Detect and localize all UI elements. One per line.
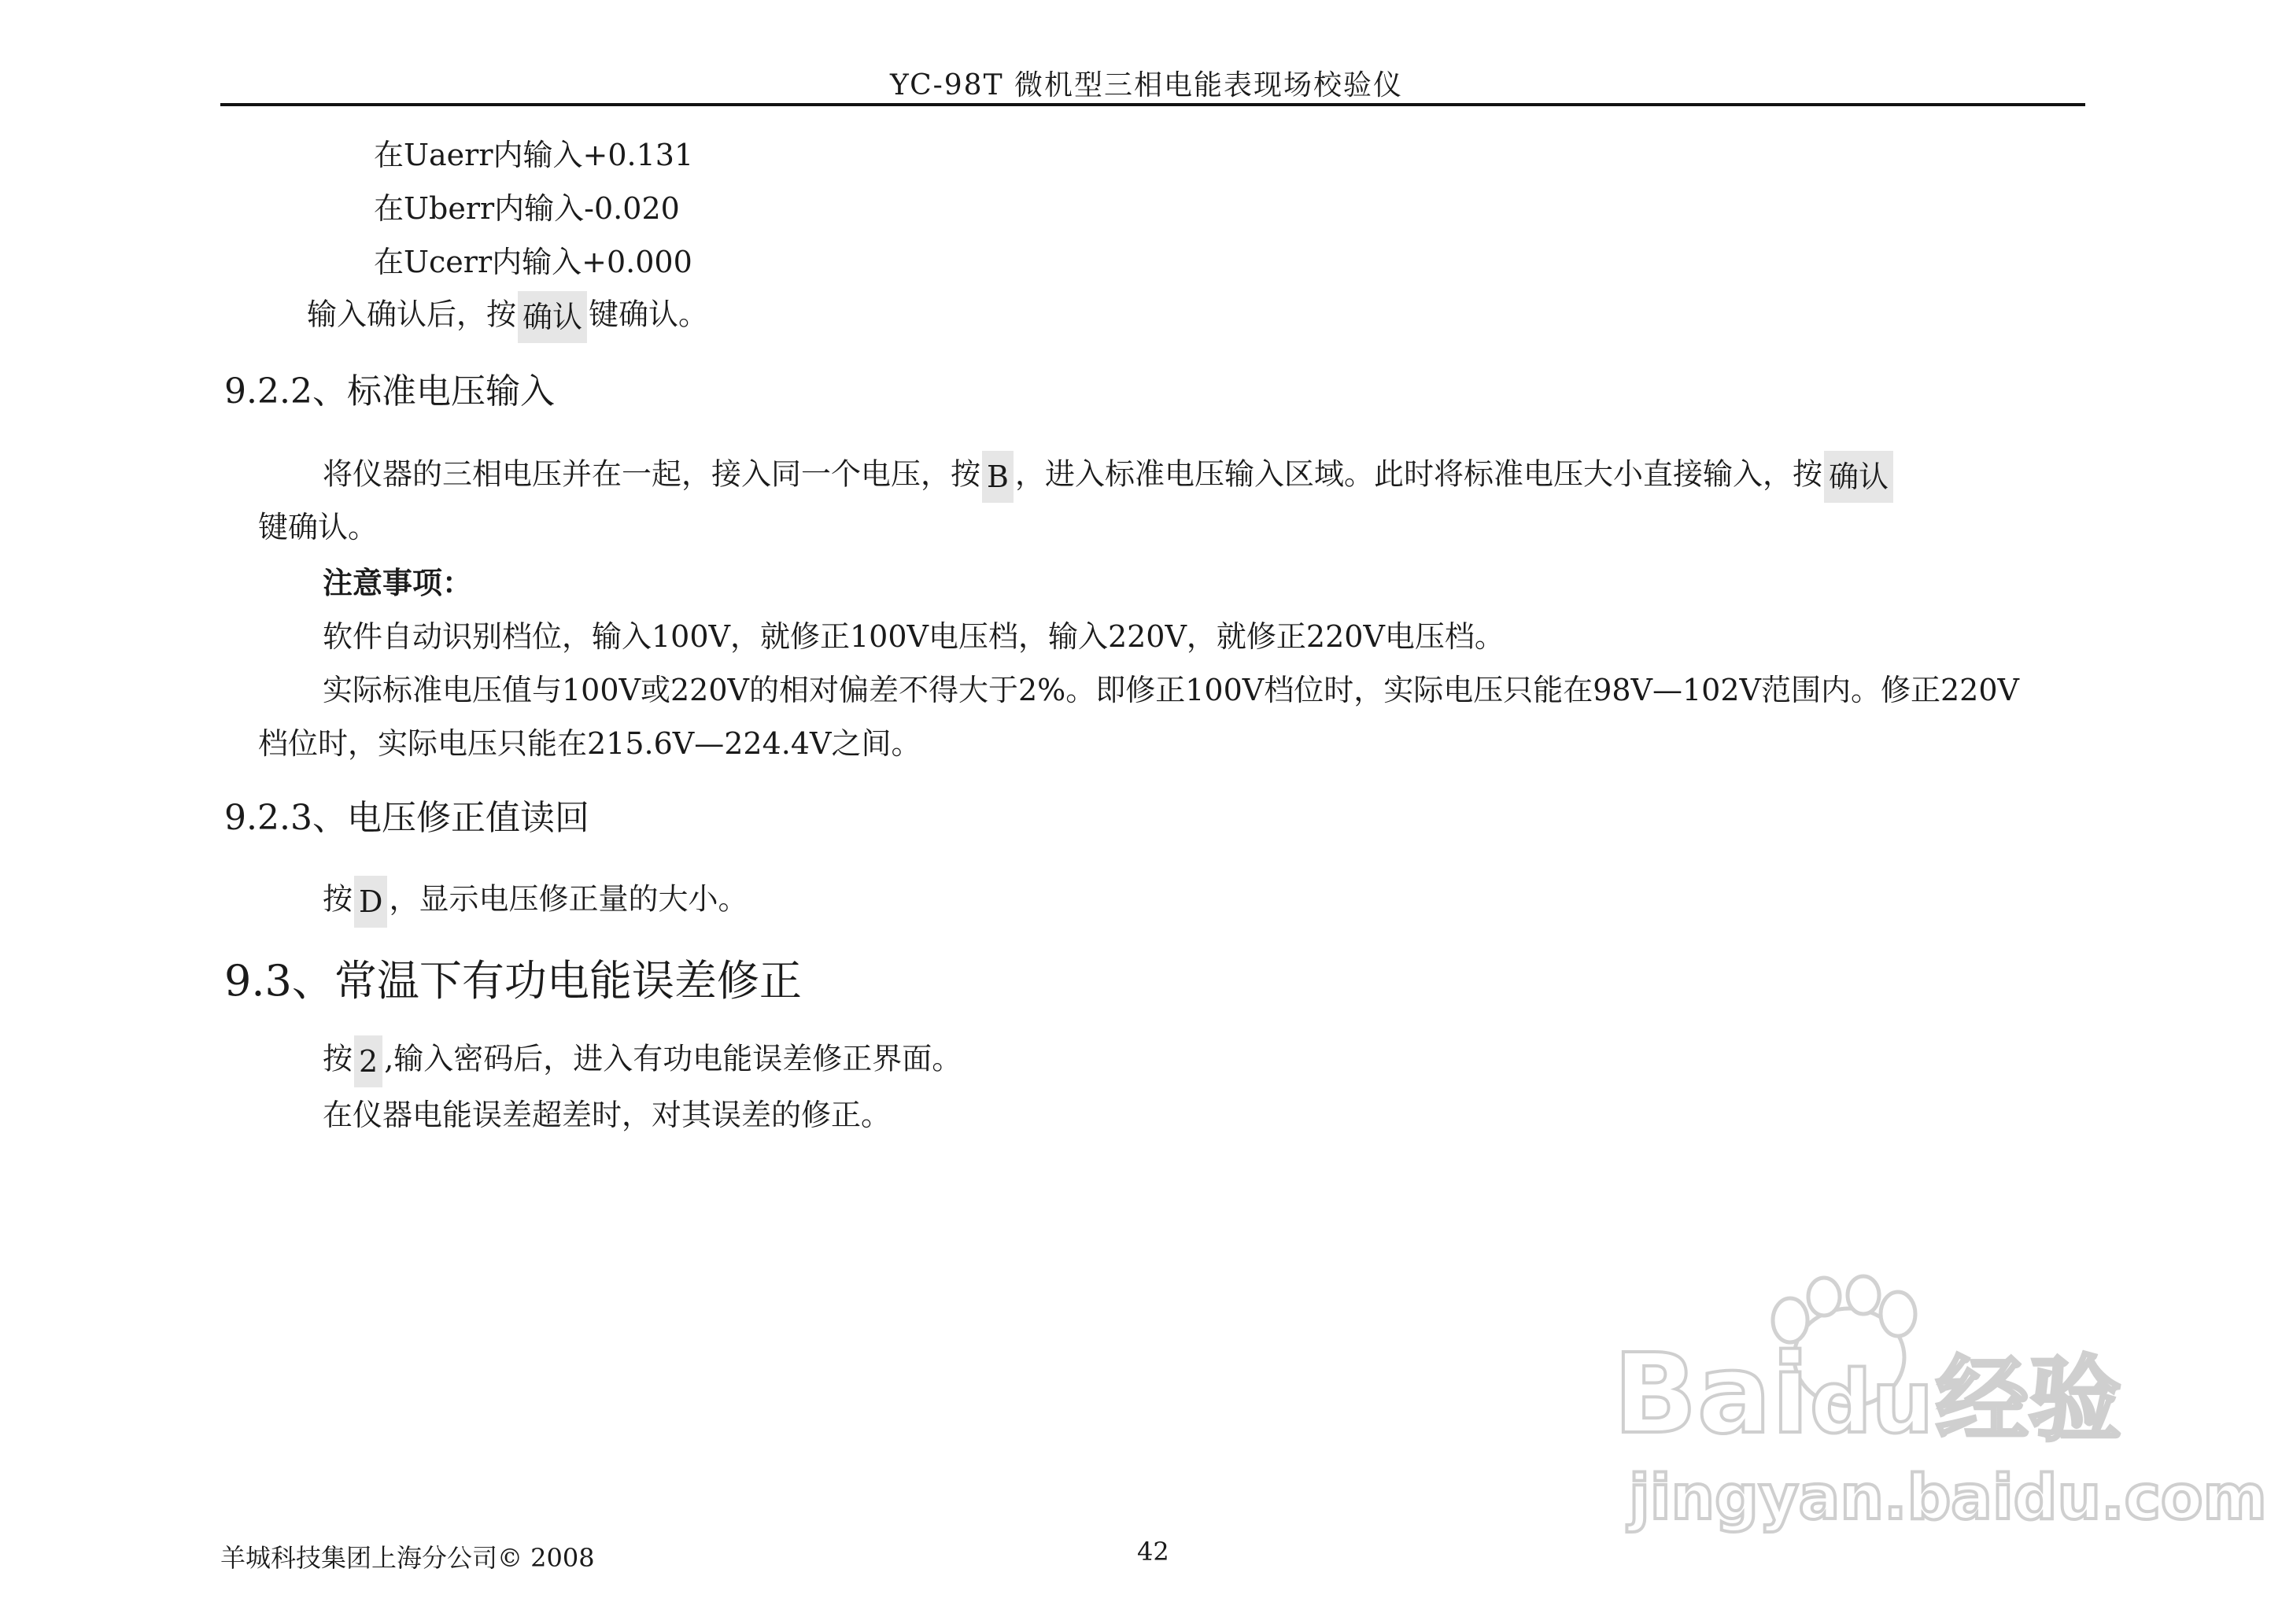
note-line-1: 软件自动识别档位，输入100V，就修正100V电压档，输入220V，就修正220V电压档。 — [323, 619, 1505, 654]
section-heading-93: 9.3、常温下有功电能误差修正 — [224, 956, 802, 1006]
note-label: 注意事项： — [323, 565, 473, 600]
footer-company: 羊城科技集团上海分公司© 2008 — [220, 1543, 595, 1573]
section-922-p1-pre: 将仪器的三相电压并在一起，接入同一个电压，按 — [323, 456, 981, 492]
svg-text:经验: 经验 — [1936, 1345, 2122, 1454]
svg-text:jingyan.baidu.com: jingyan.baidu.com — [1629, 1463, 2267, 1534]
ucerr-line: 在Ucerr内输入+0.000 — [374, 245, 692, 279]
section-93-paragraph-1 — [323, 1035, 962, 1087]
confirm-line-pre: 输入确认后，按 — [307, 297, 517, 332]
key-d: D — [354, 876, 387, 928]
key-b: B — [982, 451, 1014, 503]
page-header-title: YC-98T 微机型三相电能表现场校验仪 — [889, 69, 1404, 102]
section-922-p1-mid: ，进入标准电压输入区域。此时将标准电压大小直接输入，按 — [1014, 456, 1822, 492]
confirm-key: 确认 — [518, 291, 587, 343]
section-923-paragraph — [323, 876, 748, 928]
section-922-paragraph — [323, 451, 1895, 503]
section-923-pre: 按 — [323, 881, 353, 917]
section-93-paragraph-2: 在仪器电能误差超差时，对其误差的修正。 — [323, 1098, 892, 1132]
svg-text:du: du — [1810, 1352, 1934, 1452]
svg-text:Bai: Bai — [1613, 1331, 1810, 1459]
page-number: 42 — [1137, 1537, 1169, 1567]
uberr-line: 在Uberr内输入-0.020 — [374, 191, 680, 226]
baidu-jingyan-watermark — [1613, 1283, 2267, 1542]
section-93-p1-pre: 按 — [323, 1041, 353, 1076]
uaerr-line: 在Uaerr内输入+0.131 — [374, 138, 694, 172]
header-rule — [220, 103, 2085, 106]
confirm-line-post: 键确认。 — [589, 297, 709, 332]
section-922-p1-cont: 键确认。 — [258, 510, 378, 544]
note-line-2-cont: 档位时，实际电压只能在215.6V—224.4V之间。 — [258, 726, 921, 761]
section-heading-923: 9.2.3、电压修正值读回 — [224, 798, 589, 838]
section-93-p1-post: ,输入密码后，进入有功电能误差修正界面。 — [384, 1041, 962, 1076]
section-heading-922: 9.2.2、标准电压输入 — [224, 371, 555, 412]
confirm-key-2: 确认 — [1824, 451, 1893, 503]
section-923-post: ，显示电压修正量的大小。 — [389, 881, 748, 917]
note-line-2: 实际标准电压值与100V或220V的相对偏差不得大于2%。即修正100V档位时，实际电压只能在98V—102V范围内。修正220V — [323, 673, 2019, 707]
key-2: 2 — [354, 1035, 382, 1087]
confirm-line — [307, 291, 708, 343]
